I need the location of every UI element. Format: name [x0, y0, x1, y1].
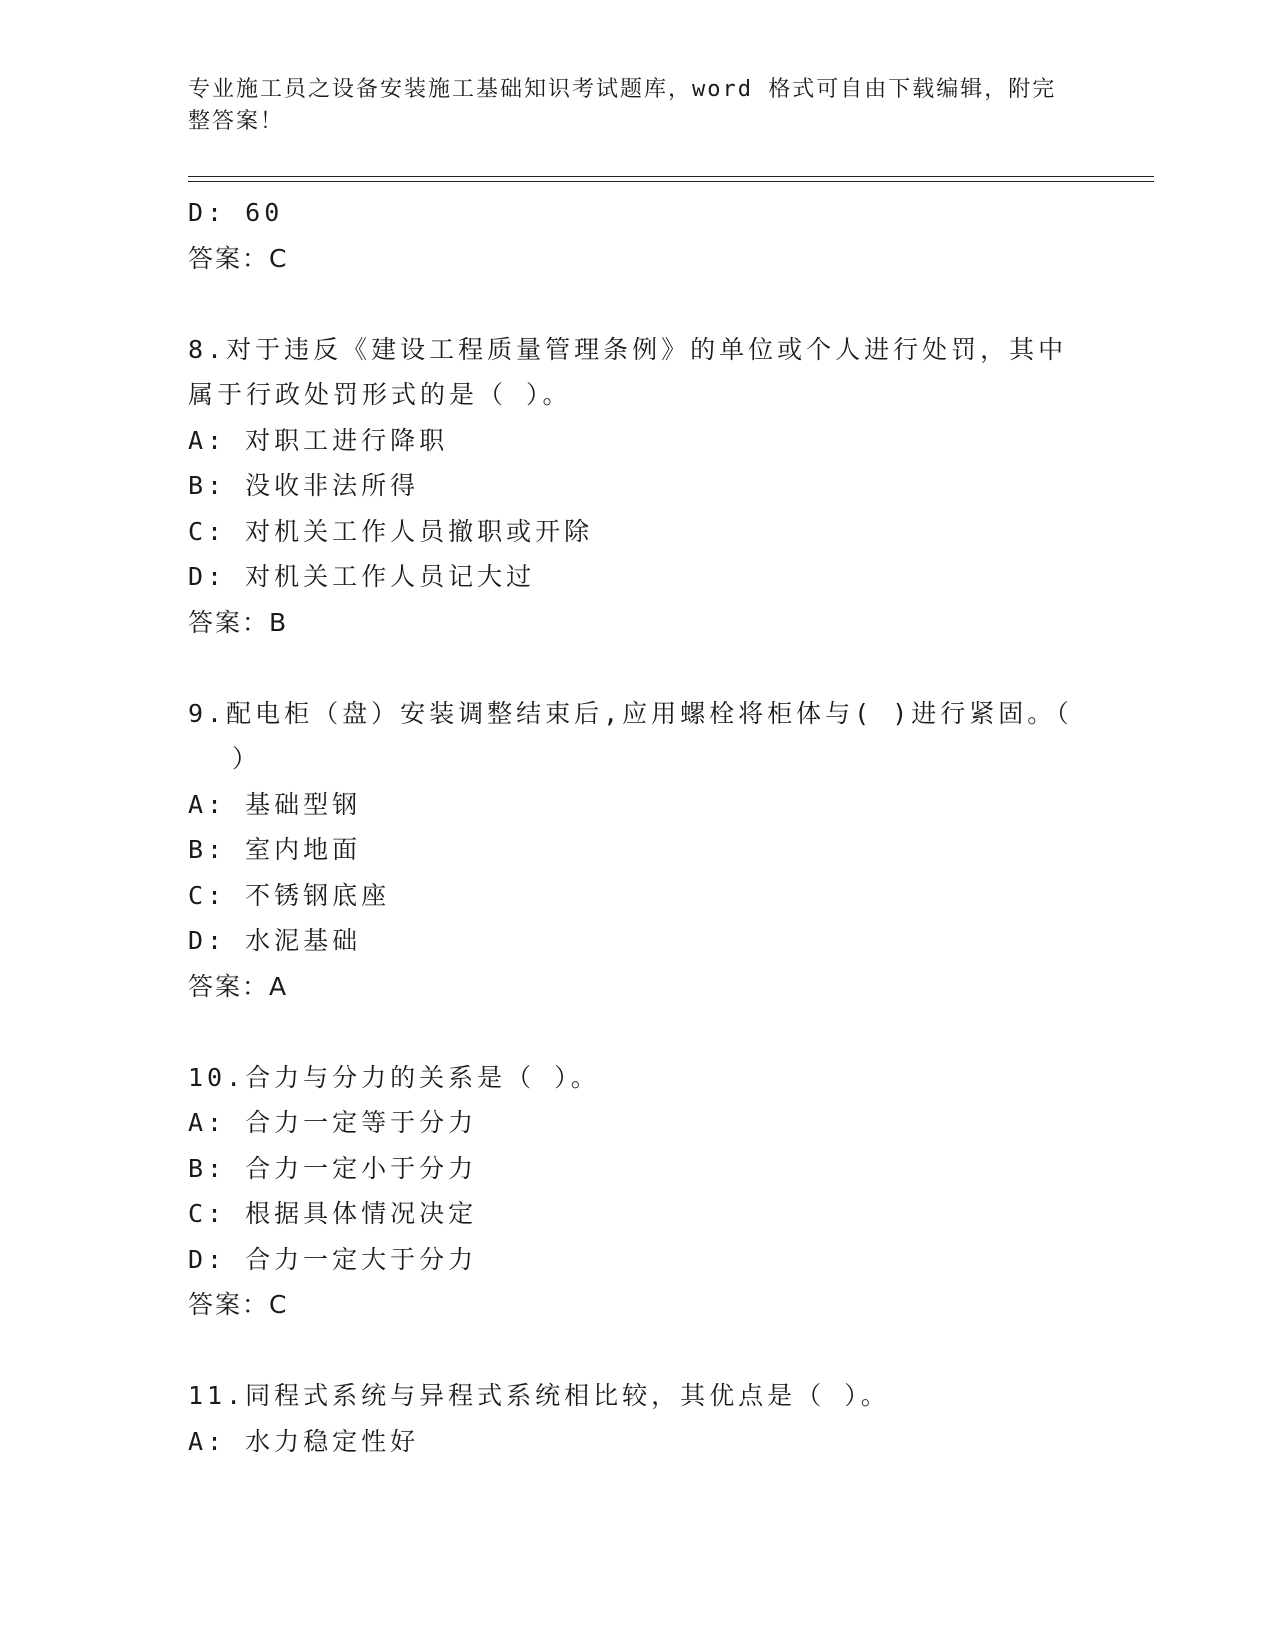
header-divider-top — [188, 176, 1154, 177]
question-text-line-2: 属于行政处罚形式的是（ ）。 — [188, 380, 572, 409]
question-block-11 — [188, 1373, 1088, 1464]
question-text-line-1: 9.配电柜（盘）安装调整结束后,应用螺栓将柜体与( )进行紧固。（ — [188, 698, 1073, 728]
question-block-9 — [188, 691, 1088, 1010]
option-d: D: 60 — [188, 198, 284, 227]
option-a: A: 水力稳定性好 — [188, 1426, 420, 1456]
answer-line: 答案：A — [188, 971, 289, 1001]
question-list — [188, 190, 1088, 1464]
document-header — [188, 74, 1068, 138]
header-line-2: 整答案！ — [188, 109, 285, 134]
option-b: B: 合力一定小于分力 — [188, 1153, 478, 1183]
answer-line: 答案：C — [188, 1290, 289, 1319]
answer-line: 答案：C — [188, 243, 289, 273]
option-d: D: 水泥基础 — [188, 926, 362, 955]
question-block-7-tail — [188, 190, 1088, 281]
answer-line: 答案：B — [188, 607, 289, 637]
option-b: B: 没收非法所得 — [188, 471, 420, 500]
option-b: B: 室内地面 — [188, 835, 362, 864]
question-text-line-1: 8.对于违反《建设工程质量管理条例》的单位或个人进行处罚，其中 — [188, 334, 1068, 364]
question-text-line-1: 10.合力与分力的关系是（ ）。 — [188, 1062, 600, 1092]
header-line-1: 专业施工员之设备安装施工基础知识考试题库，word 格式可自由下载编辑，附完 — [188, 77, 1057, 102]
question-text-line-1: 11.同程式系统与异程式系统相比较，其优点是（ ）。 — [188, 1381, 890, 1410]
option-c: C: 对机关工作人员撤职或开除 — [188, 516, 594, 546]
option-a: A: 基础型钢 — [188, 789, 362, 819]
option-d: D: 对机关工作人员记大过 — [188, 562, 536, 591]
header-divider-bottom — [188, 181, 1154, 182]
option-a: A: 对职工进行降职 — [188, 425, 449, 455]
question-block-8 — [188, 327, 1088, 646]
question-text-line-2: ） — [232, 744, 262, 773]
option-c: C: 根据具体情况决定 — [188, 1199, 478, 1228]
option-c: C: 不锈钢底座 — [188, 880, 391, 910]
option-d: D: 合力一定大于分力 — [188, 1244, 478, 1274]
question-block-10 — [188, 1055, 1088, 1328]
option-a: A: 合力一定等于分力 — [188, 1108, 478, 1137]
